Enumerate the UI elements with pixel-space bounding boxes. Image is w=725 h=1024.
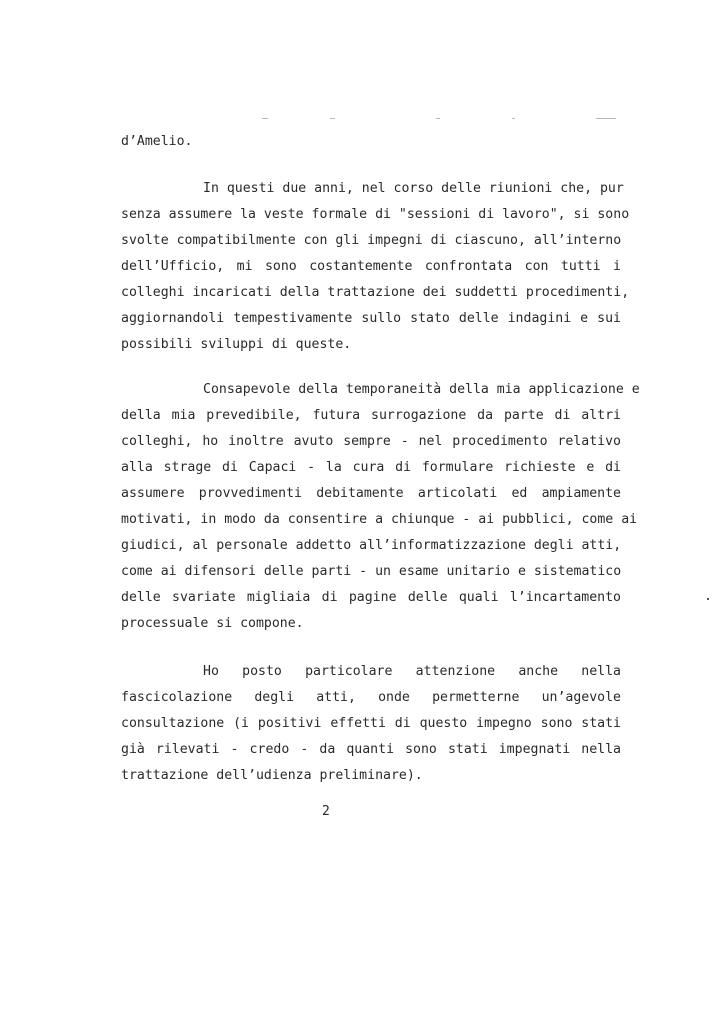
text-line: già rilevati - credo - da quanti sono stati impegnati nella [121,742,621,757]
text-line: giudici, al personale addetto all’informatizzazione degli atti, [121,538,622,553]
text-line: In questi due anni, nel corso delle riunioni che, pur [203,181,624,196]
scan-artifact [596,118,616,119]
scan-dot [707,598,709,600]
text-line: assumere provvedimenti debitamente articolati ed ampiamente [121,486,621,501]
text-line: dell’Ufficio, mi sono costantemente confrontata con tutti i [121,259,621,274]
scan-artifact [436,118,440,119]
text-line: svolte compatibilmente con gli impegni di ciascuno, all’interno [121,233,622,248]
text-line: motivati, in modo da consentire a chiunque - ai pubblici, come ai [121,512,638,527]
text-line: della mia prevedibile, futura surrogazione da parte di altri [121,408,621,423]
text-line: Ho posto particolare attenzione anche nella [203,664,621,679]
text-line: Consapevole della temporaneità della mia applicazione e [203,382,640,397]
text-line: trattazione dell’udienza preliminare). [121,768,423,783]
text-line: colleghi, ho inoltre avuto sempre - nel procedimento relativo [121,434,621,449]
text-line: delle svariate migliaia di pagine delle quali l’incartamento [121,590,621,605]
text-line: come ai difensori delle parti - un esame unitario e sistematico [121,564,622,579]
text-line: consultazione (i positivi effetti di questo impegno sono stati [121,716,621,731]
text-line: d’Amelio. [121,134,193,149]
text-line: senza assumere la veste formale di "sessioni di lavoro", si sono [121,207,630,222]
text-line: alla strage di Capaci - la cura di formulare richieste e di [121,460,621,475]
text-line: possibili sviluppi di queste. [121,337,352,352]
scan-artifact [262,118,268,119]
text-line: colleghi incaricati della trattazione dei suddetti procedimenti, [121,285,630,300]
text-line: processuale si compone. [121,616,304,631]
page-number: 2 [322,804,330,819]
scan-artifact [512,118,515,119]
text-line: aggiornandoli tempestivamente sullo stato delle indagini e sui [121,311,621,326]
text-line: fascicolazione degli atti, onde permetterne un’agevole [121,690,621,705]
scan-artifact [330,118,335,119]
